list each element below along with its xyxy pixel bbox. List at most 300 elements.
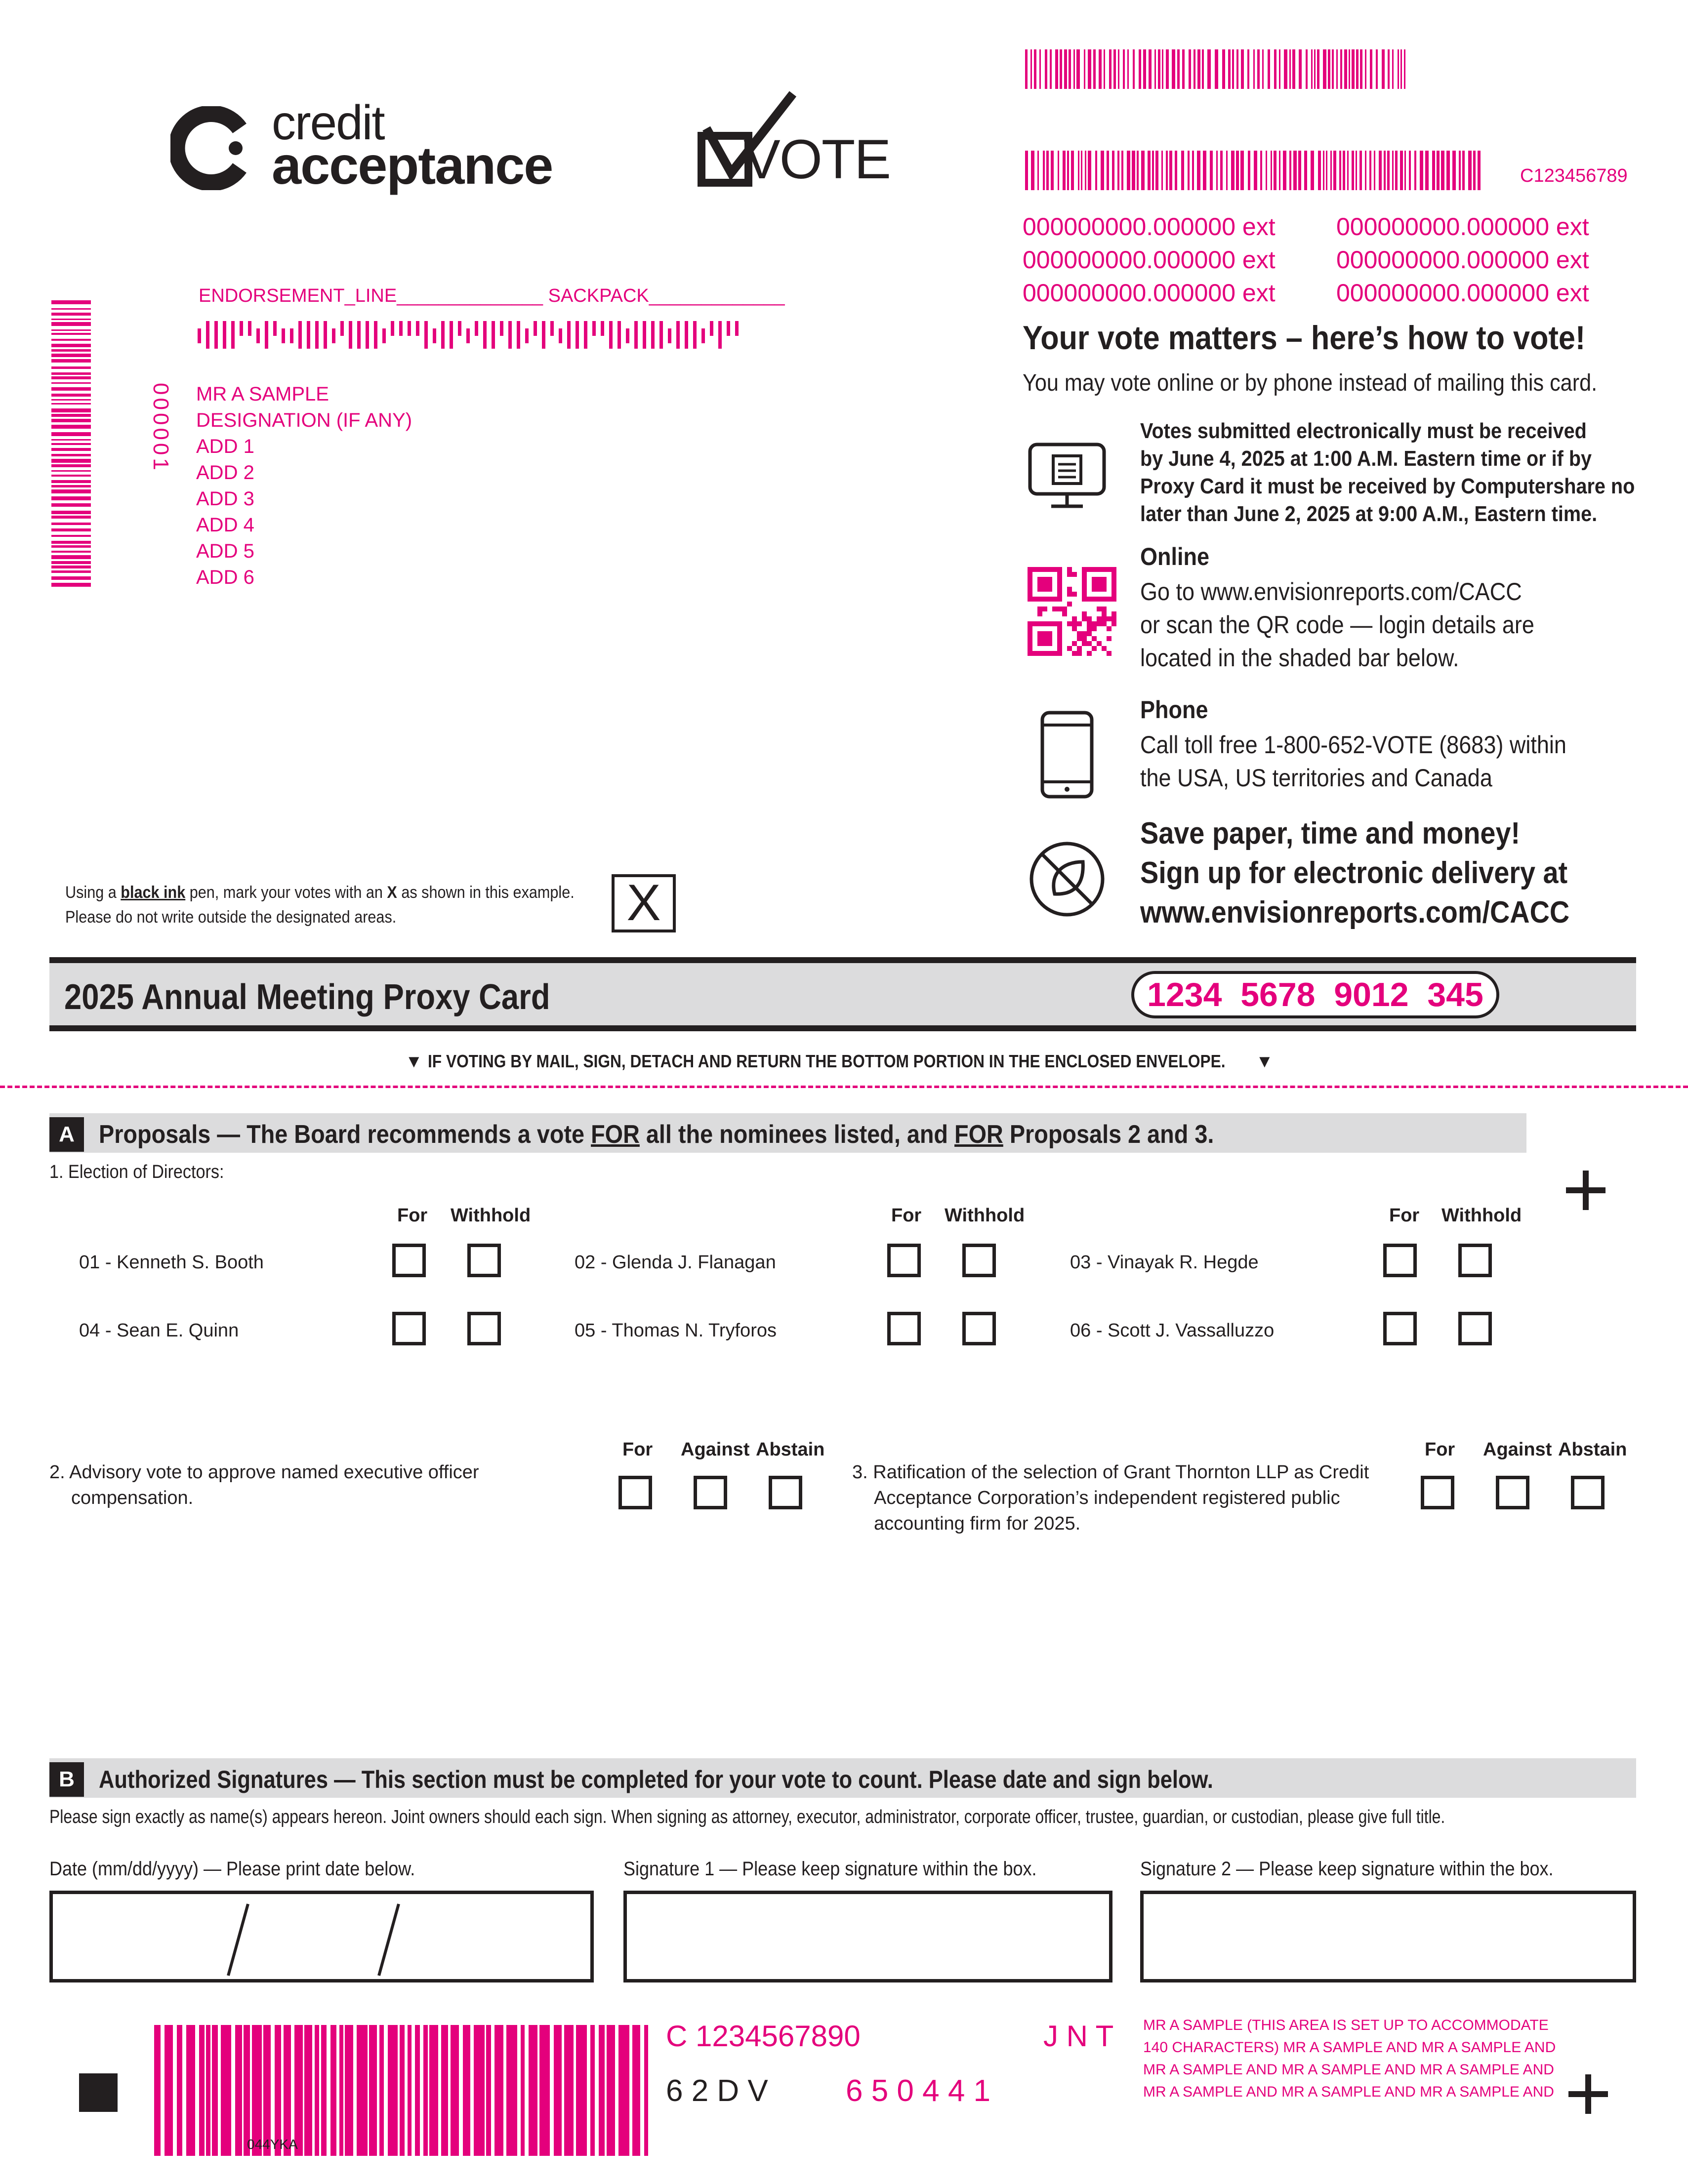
nominee-1-withhold-checkbox[interactable] [467,1244,501,1277]
barcode-bar [1292,49,1295,89]
barcode-bar [1473,151,1476,190]
barcode-bar [1379,151,1382,190]
barcode-bar [1222,49,1225,89]
nominee-5-withhold-checkbox[interactable] [962,1312,996,1345]
barcode-bar [290,328,293,343]
barcode-bar [330,2025,336,2156]
barcode-bar [51,322,91,326]
qr-module [1107,651,1112,656]
barcode-bar [165,2025,173,2156]
ext-code: 000000000.000000 ext [1023,279,1276,307]
barcode-bar [1359,151,1362,190]
barcode-bar [374,321,377,349]
barcode-bar [51,459,91,463]
address-line: DESIGNATION (IF ANY) [196,409,412,431]
barcode-bar [1078,151,1079,190]
nominee-name: 02 - Glenda J. Flanagan [575,1252,776,1273]
phone-title: Phone [1140,696,1208,724]
barcode-bar [51,503,91,507]
barcode-bar [315,2025,319,2156]
barcode-bar [51,339,91,341]
signature-1-label: Signature 1 — Please keep signature within the box. [623,1858,1037,1880]
barcode-bar [601,321,604,336]
section-b-title: Authorized Signatures — This section must be completed for your vote to count. Please date and sign below. [99,1766,1213,1793]
qr-module [1077,621,1082,626]
barcode-bar [1058,151,1059,190]
save-line: Sign up for electronic delivery at [1140,856,1568,890]
vertical-code: 000001 [149,383,173,473]
barcode-bar [1207,49,1211,89]
qr-module [1067,621,1072,626]
barcode-bar [51,443,91,445]
proposal-3-for-checkbox[interactable] [1421,1476,1454,1509]
qr-module [1072,572,1077,577]
nominee-4-withhold-checkbox[interactable] [467,1312,501,1345]
barcode-bar [298,321,302,349]
barcode-bar [1352,151,1354,190]
barcode-bar [1240,151,1244,190]
nominee-5-for-checkbox[interactable] [887,1312,921,1345]
barcode-bar [1046,151,1049,190]
barcode-bar [1384,151,1386,190]
barcode-bar [1404,151,1406,190]
barcode-bar [51,419,91,422]
nominee-6-withhold-checkbox[interactable] [1458,1312,1492,1345]
qr-module [1102,646,1107,651]
signature-instructions: Please sign exactly as name(s) appears hereon. Joint owners should each sign. When signing as attorney, executor, administrator, corporate officer, trustee, guardian, or custodian, please give full title. [49,1807,1445,1827]
barcode-bar [1043,151,1045,190]
barcode-bar [51,408,91,412]
col-abstain: Abstain [756,1439,825,1460]
barcode-bar [51,583,91,587]
barcode-bar [51,425,91,429]
qr-module [1097,641,1102,646]
online-text [1140,575,1534,675]
barcode-bar [416,321,419,336]
barcode-bar [1241,49,1244,89]
address-line: MR A SAMPLE [196,383,329,405]
barcode-bar [701,328,705,343]
deadline-line: Votes submitted electronically must be received [1140,419,1587,443]
barcode-bar [1141,151,1145,190]
barcode-bar [1253,49,1255,89]
barcode-bar [1076,49,1080,89]
barcode-bar [1121,151,1123,190]
barcode-bar [1133,49,1135,89]
qr-module [1107,616,1112,621]
signature-1-box[interactable] [623,1891,1112,1982]
barcode-bar [475,321,478,336]
barcode-bar [1404,49,1405,89]
barcode-bar [463,2025,470,2156]
proposal-2-abstain-checkbox[interactable] [769,1476,802,1509]
barcode-bar [1107,151,1109,190]
barcode-bar [51,528,91,531]
barcode-bar [1289,49,1291,89]
barcode-bar [1050,49,1052,89]
ext-code: 000000000.000000 ext [1023,246,1276,274]
barcode-bar [1318,151,1321,190]
barcode-bar [51,319,91,320]
barcode-bar [1266,151,1267,190]
barcode-bar [634,321,638,349]
barcode-bar [51,551,91,553]
barcode-bar [304,2025,312,2156]
proposal-2-against-checkbox[interactable] [694,1476,727,1509]
barcode-bar [415,2025,420,2156]
section-a-title: Proposals — The Board recommends a vote FOR all the nominees listed, and FOR Proposals 2 and 3. [99,1120,1214,1149]
barcode-bar [1189,49,1191,89]
barcode-bar [1216,151,1218,190]
barcode-bar [1085,151,1086,190]
proposal-3-text: 3. Ratification of the selection of Grant Thornton LLP as Credit Acceptance Corporation’s independent registered public accounting firm for 2025. [852,1462,1369,1534]
barcode-bar [1468,151,1472,190]
barcode-bar [349,321,352,349]
header-bar [49,957,1636,1031]
barcode-bar [1395,151,1398,190]
barcode-bar [357,321,361,349]
qr-module [1037,577,1052,592]
qr-module [1082,636,1087,641]
barcode-bar [199,2025,205,2156]
barcode-bar [1104,49,1105,89]
barcode-bar [1181,151,1184,190]
barcode-bar [590,2025,595,2156]
barcode-bar [51,475,91,477]
barcode-bar [1236,49,1238,89]
barcode-bar [1262,49,1264,89]
barcode-bar [1088,49,1091,89]
barcode-bar [1220,151,1223,190]
phone-line: Call toll free 1-800-652-VOTE (8683) within [1140,731,1566,759]
barcode-bar [1172,49,1175,89]
perforation-line [0,1086,1688,1088]
online-line: or scan the QR code — login details are [1140,611,1534,639]
barcode-bar [248,321,251,336]
barcode-bar [1400,49,1402,89]
barcode-bar [399,321,403,336]
barcode-bar [529,2025,537,2156]
barcode-bar [1194,49,1195,89]
barcode-bar [1063,151,1066,190]
barcode-bar [1293,151,1297,190]
barcode-bar [51,382,91,384]
barcode-bar [1149,49,1152,89]
qr-module [1037,607,1042,611]
qr-module [1087,626,1092,631]
qr-module [1107,636,1112,641]
address-line: ADD 6 [196,566,254,588]
qr-module [1067,572,1072,577]
proposal-2-for-checkbox[interactable] [618,1476,652,1509]
barcode-bar [576,321,579,349]
barcode-bar [51,576,91,580]
barcode-bar [1311,151,1314,190]
barcode-bar [379,2025,384,2156]
barcode-bar [659,321,663,349]
date-input[interactable] [49,1891,594,1982]
barcode-bar [506,2025,517,2156]
barcode-bar [51,414,91,417]
barcode-bar [391,321,394,336]
nominee-1-for-checkbox[interactable] [392,1244,426,1277]
vote-logo [697,89,890,193]
online-line: Go to www.envisionreports.com/CACC [1140,578,1522,606]
barcode-bar [198,328,201,343]
barcode-bar [1248,151,1250,190]
barcode-bar [500,321,503,336]
barcode-bar [1177,49,1180,89]
section-b-letter: B [49,1762,84,1797]
barcode-bar [710,321,713,336]
barcode-bar [1247,49,1249,89]
registration-plus [1568,2074,1608,2114]
nominee-6-for-checkbox[interactable] [1383,1312,1417,1345]
qr-module [1062,611,1067,616]
barcode-bar [51,516,91,519]
barcode-bar [423,2025,428,2156]
nominee-2-for-checkbox[interactable] [887,1244,921,1277]
barcode-bar [592,321,596,336]
deadline-line: later than June 2, 2025 at 9:00 A.M., Eastern time. [1140,502,1598,526]
logo-text-credit: credit [272,95,384,150]
barcode-bar [1166,151,1168,190]
election-label: 1. Election of Directors: [49,1162,224,1182]
barcode-bar [668,328,671,343]
barcode-bar [235,2025,242,2156]
barcode-bar [321,2025,327,2156]
barcode-bar [51,464,91,467]
mailing-address [196,381,412,591]
qr-module [1092,626,1097,631]
barcode-bar [51,470,91,472]
barcode-bar [339,2025,343,2156]
leaf-icon [1028,840,1107,919]
barcode-bar [1182,49,1185,89]
barcode-bar [1123,49,1125,89]
qr-module [1072,616,1077,621]
electronic-delivery-link[interactable]: www.envisionreports.com/CACC [1140,895,1570,930]
barcode-bar [1202,49,1204,89]
barcode-bar [1376,49,1378,89]
qr-module [1112,616,1116,621]
proposal-3-against-checkbox[interactable] [1496,1476,1529,1509]
qr-module [1062,607,1067,611]
qr-module [1077,631,1082,636]
footer-jnt: J N T [1043,2020,1114,2053]
barcode-bar [51,372,91,375]
barcode-bar [1037,151,1039,190]
top-barcode-2 [1025,151,1484,190]
barcode-bar [273,321,277,336]
barcode-bar [441,2025,448,2156]
barcode-bar [1118,49,1119,89]
qr-code-icon[interactable] [1028,567,1116,656]
credit-acceptance-logo [170,95,625,198]
barcode-bar [1336,49,1338,89]
barcode-bar [539,2025,550,2156]
qr-module [1107,626,1112,631]
qr-module [1072,592,1077,597]
barcode-bar [609,321,613,349]
address-line: ADD 2 [196,462,254,484]
barcode-bar [618,2025,629,2156]
barcode-bar [644,2025,648,2156]
barcode-bar [1109,49,1112,89]
barcode-bar [345,2025,353,2156]
qr-module [1082,611,1087,616]
qr-module [1077,651,1082,656]
nominee-3-for-checkbox[interactable] [1383,1244,1417,1277]
qr-module [1097,616,1102,621]
footer-sample-text: MR A SAMPLE (THIS AREA IS SET UP TO ACCOMMODATE 140 CHARACTERS) MR A SAMPLE AND MR A SAMPLE AND MR A SAMPLE AND MR A SAMPLE AND MR A SAMPLE AND MR A SAMPLE AND MR A SAMPLE AND MR A SAMPLE AND [1143,2017,1556,2100]
barcode-bar [521,2025,525,2156]
qr-module [1082,641,1087,646]
signature-2-label: Signature 2 — Please keep signature within the box. [1140,1858,1554,1880]
address-line: ADD 4 [196,514,254,536]
barcode-bar [626,328,629,343]
barcode-bar [177,2025,182,2156]
barcode-bar [1437,151,1440,190]
barcode-bar [441,321,445,349]
barcode-bar [51,300,91,304]
qr-module [1072,641,1077,646]
barcode-bar [1139,49,1141,89]
vote-heading: Your vote matters – here’s how to vote! [1023,319,1586,357]
barcode-bar [567,321,571,349]
col-for: For [1425,1439,1455,1460]
barcode-bar [1392,151,1394,190]
barcode-bar [1323,49,1326,89]
barcode-bar [1127,49,1129,89]
date-label: Date (mm/dd/yyyy) — Please print date below. [49,1858,415,1880]
barcode-bar [223,321,226,349]
example-x-mark: X [626,874,661,931]
col-against: Against [681,1439,750,1460]
barcode-bar [1314,49,1316,89]
barcode-bar [1446,151,1450,190]
barcode-bar [1369,151,1371,190]
online-line: located in the shaded bar below. [1140,644,1459,672]
address-line: ADD 1 [196,436,254,457]
vote-logo-text: VOTE [743,128,890,190]
barcode-bar [525,328,529,343]
barcode-bar [1333,151,1336,190]
barcode-bar [1365,151,1366,190]
barcode-bar [1152,151,1154,190]
barcode-bar [1370,49,1372,89]
barcode-bar [221,2025,231,2156]
barcode-bar [1459,151,1461,190]
barcode-bar [1215,49,1218,89]
barcode-bar [451,2025,459,2156]
barcode-bar [517,321,520,349]
barcode-bar [1332,49,1334,89]
barcode-bar [735,321,739,336]
barcode-bar [1289,151,1291,190]
barcode-bar [382,328,386,343]
barcode-bar [1299,49,1302,89]
barcode-bar [206,321,209,349]
nominee-2-withhold-checkbox[interactable] [962,1244,996,1277]
barcode-bar [483,321,487,349]
qr-module [1102,621,1107,626]
barcode-bar [206,2025,210,2156]
barcode-bar [282,328,285,343]
nominee-3-withhold-checkbox[interactable] [1458,1244,1492,1277]
vertical-barcode [51,300,91,587]
barcode-bar [1188,151,1190,190]
section-a-letter: A [49,1117,84,1152]
barcode-bar [1420,151,1423,190]
barcode-bar [651,321,655,349]
qr-module [1097,607,1102,611]
barcode-bar [1132,151,1135,190]
barcode-bar [1197,151,1200,190]
qr-module [1087,621,1092,626]
barcode-bar [1330,151,1332,190]
barcode-bar [1113,49,1116,89]
qr-module [1072,651,1077,656]
barcode-bar [599,2025,605,2156]
barcode-bar [51,308,91,310]
barcode-bar [1231,151,1235,190]
barcode-bar [340,321,344,336]
save-paper-text [1140,814,1569,932]
barcode-bar [1283,151,1286,190]
barcode-bar [458,321,461,336]
barcode-bar [357,2025,368,2156]
proposal-3-abstain-checkbox[interactable] [1571,1476,1605,1509]
barcode-bar [1162,49,1163,89]
barcode-bar [1064,49,1067,89]
barcode-bar [1328,49,1330,89]
barcode-bar [1392,49,1394,89]
ext-code: 000000000.000000 ext [1336,279,1589,307]
barcode-bar [685,321,688,349]
barcode-bar [1340,49,1342,89]
barcode-bar [1414,151,1416,190]
barcode-bar [1339,151,1341,190]
barcode-bar [1071,151,1074,190]
qr-module [1042,607,1047,611]
barcode-bar [1382,49,1385,89]
barcode-bar [51,545,91,548]
qr-module [1112,611,1116,616]
barcode-bar [1360,49,1362,89]
signature-2-box[interactable] [1140,1891,1636,1982]
qr-module [1077,646,1082,651]
qr-module [1092,646,1097,651]
ext-code: 000000000.000000 ext [1023,213,1276,241]
barcode-bar [1025,151,1028,190]
login-code: 1234 5678 9012 345 [1147,976,1483,1013]
barcode-bar [51,566,91,568]
barcode-bar [1069,49,1071,89]
barcode-bar [408,2025,412,2156]
barcode-bar [1425,151,1429,190]
barcode-bar [1039,49,1041,89]
nominee-name: 04 - Sean E. Quinn [79,1320,239,1341]
barcode-bar [1388,49,1390,89]
barcode-bar [51,535,91,537]
barcode-bar [466,328,470,343]
barcode-bar [1099,49,1102,89]
barcode-bar [1226,151,1228,190]
nominee-name: 01 - Kenneth S. Booth [79,1252,264,1273]
barcode-bar [1175,151,1177,190]
nominee-4-for-checkbox[interactable] [392,1312,426,1345]
